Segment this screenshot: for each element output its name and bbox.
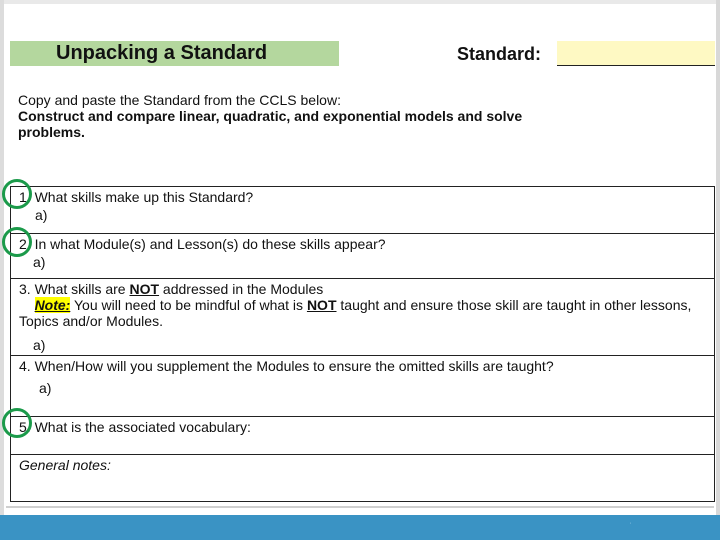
note-emphasis: NOT <box>306 297 337 313</box>
answer-1a: a) <box>35 207 48 223</box>
note-end: taught and ensure those skill are taught in other lessons, Topics and/or Modules. <box>19 297 692 329</box>
slide-left-edge <box>0 0 4 515</box>
answer-2a: a) <box>33 254 46 270</box>
annotation-circle-1 <box>2 179 32 209</box>
question-5: 5. What is the associated vocabulary: <box>19 419 251 435</box>
question-row-omitted <box>11 278 714 355</box>
answer-3a: a) <box>33 337 46 353</box>
general-notes-row <box>11 454 714 501</box>
question-2: 2. In what Module(s) and Lesson(s) do these skills appear? <box>19 236 386 252</box>
note-label: Note: <box>34 297 71 313</box>
annotation-circle-5 <box>2 408 32 438</box>
question-row-supplement <box>11 355 714 416</box>
question-4: 4. When/How will you supplement the Modules to ensure the omitted skills are taught? <box>19 358 554 374</box>
question-3-emphasis: NOT <box>129 281 160 297</box>
question-row-modules <box>11 233 714 278</box>
slide-right-edge <box>716 0 720 515</box>
standard-field[interactable] <box>557 41 715 66</box>
question-row-skills <box>11 187 714 233</box>
question-row-vocabulary <box>11 416 714 454</box>
question-3-end: addressed in the Modules <box>159 281 324 297</box>
page-title: Unpacking a Standard <box>10 41 339 66</box>
annotation-circle-2 <box>2 227 32 257</box>
note-start: You will need to be mindful of what is <box>70 297 307 313</box>
standard-label: Standard: <box>457 44 542 64</box>
answer-4a: a) <box>39 380 52 396</box>
intro-instruction: Copy and paste the Standard from the CCLS below: <box>18 92 341 108</box>
standard-text: Construct and compare linear, quadratic, and exponential models and solve problems. <box>18 108 523 140</box>
intro-block <box>18 92 578 140</box>
question-3 <box>19 281 709 297</box>
slide-top-edge <box>0 0 720 4</box>
footer-bar <box>0 515 720 540</box>
note-text <box>19 297 709 329</box>
general-notes-label: General notes: <box>19 457 111 473</box>
question-1: 1. What skills make up this Standard? <box>19 189 254 205</box>
question-3-start: 3. What skills are <box>19 281 130 297</box>
question-table <box>10 186 715 502</box>
footer-mark: ' <box>630 523 632 529</box>
